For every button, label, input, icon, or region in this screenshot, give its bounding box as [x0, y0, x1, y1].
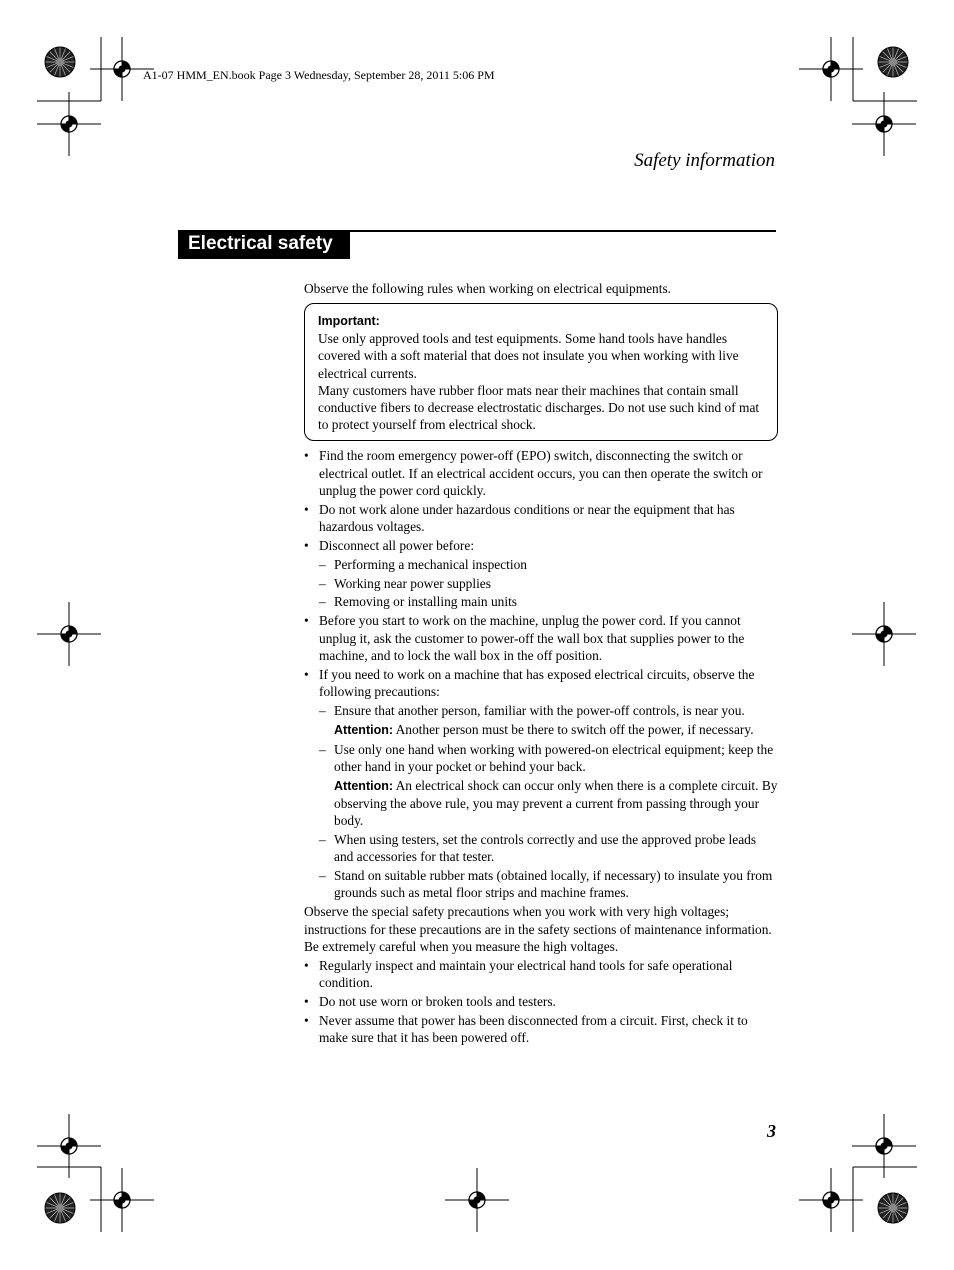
sub-list-item: – Stand on suitable rubber mats (obtained locally, if necessary) to insulate you from grounds such as metal floor strips and machine frames.: [319, 867, 778, 901]
attention-note: Attention: An electrical shock can occur only when there is a complete circuit. By observing the above rule, you may prevent a current from passing through your body.: [334, 777, 778, 829]
sub-list-item: – Performing a mechanical inspection: [319, 556, 778, 573]
important-paragraph: Use only approved tools and test equipments. Some hand tools have handles covered with a soft material that does not insulate you when working with live electrical currents.: [318, 331, 739, 381]
sub-list-item: – When using testers, set the controls correctly and use the approved probe leads and accessories for that tester.: [319, 831, 778, 865]
attention-label: Attention:: [334, 722, 394, 737]
important-box: [304, 303, 778, 441]
tools-list: [304, 957, 778, 1046]
list-item: • Never assume that power has been disconnected from a circuit. First, check it to make sure that it has been powered off.: [304, 1012, 778, 1046]
list-item: • Disconnect all power before: – Performing a mechanical inspection – Working near power supplies – Removing or installing main units: [304, 537, 778, 611]
list-item: • Before you start to work on the machine, unplug the power cord. If you cannot unplug it, ask the customer to power-off the wall box that supplies power to the machine, and to lock the wall box in the off position.: [304, 612, 778, 664]
important-paragraph: Many customers have rubber floor mats near their machines that contain small conductive fibers to decrease electrostatic discharges. Do not use such kind of mat to protect yourself from electrical shock.: [318, 382, 760, 433]
precautions-list: [304, 447, 778, 901]
sub-list: [319, 702, 778, 902]
section-title: Electrical safety: [188, 233, 333, 254]
page-number: 3: [767, 1121, 776, 1141]
high-voltage-paragraph: Observe the special safety precautions when you work with very high voltages; instructions for these precautions are in the safety sections of maintenance information. Be extremely careful when you measure the high voltages.: [304, 904, 772, 954]
list-item: • Do not use worn or broken tools and testers.: [304, 993, 778, 1010]
sub-list-item: – Removing or installing main units: [319, 593, 778, 610]
attention-label: Attention:: [334, 778, 394, 793]
sub-list-item: – Use only one hand when working with powered-on electrical equipment; keep the other hand in your pocket or behind your back. Attention: An electrical shock can occur only when there is a complete circuit. By observing the above rule, you may prevent a current from passing through your body.: [319, 741, 778, 830]
important-label: Important:: [318, 314, 380, 329]
print-info-line: A1-07 HMM_EN.book Page 3 Wednesday, September 28, 2011 5:06 PM: [143, 68, 495, 82]
body-content: [304, 280, 778, 1048]
list-item: • Find the room emergency power-off (EPO) switch, disconnecting the switch or electrical outlet. If an electrical accident occurs, you can then operate the switch or unplug the power cord quickly.: [304, 447, 778, 499]
sub-list: [319, 556, 778, 611]
attention-note: Attention: Another person must be there to switch off the power, if necessary.: [334, 721, 754, 737]
list-item: • If you need to work on a machine that has exposed electrical circuits, observe the following precautions: – Ensure that another person, familiar with the power-off controls, is near you. Attention: Another person must be there to switch off the power, if necessary. – Use only one hand when working with powered-on electrical equipment; keep the other hand in your pocket or behind your back. Attention: An electrical shock can occur only when there is a complete circuit. By observing the above rule, you may prevent a current from passing through your body. – When using testers, set the controls correctly and use the approved probe leads and accessories for that tester. – Stand on suitable rubber mats (obtained locally, if necessary) to insulate you from grounds such as metal floor strips and machine frames.: [304, 666, 778, 902]
sub-list-item: – Ensure that another person, familiar with the power-off controls, is near you. Attention: Another person must be there to switch off the power, if necessary.: [319, 702, 778, 739]
list-item: • Do not work alone under hazardous conditions or near the equipment that has hazardous voltages.: [304, 501, 778, 535]
sub-list-item: – Working near power supplies: [319, 575, 778, 592]
list-item: • Regularly inspect and maintain your electrical hand tools for safe operational condition.: [304, 957, 778, 991]
intro-text: Observe the following rules when working on electrical equipments.: [304, 281, 672, 296]
running-head: Safety information: [634, 150, 775, 171]
